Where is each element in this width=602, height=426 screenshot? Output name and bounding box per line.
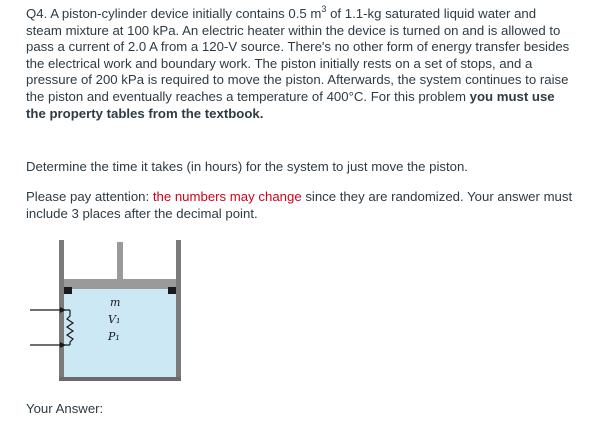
stop-right (168, 287, 176, 294)
question-text-middle: of 1.1-kg saturated liquid water and steam mixture at 100 kPa. An electric heater within the device is turned on and is allowed to pass a current of 2.0 A from a 120-V source. There's no other form of energy transfer besides the electrical work and boundary work. The piston initially rests on a set of stops, and a pressure of 200 kPa is required to move the piston. Afterwards, the system continues to raise the piston and eventually reaches a temperature of 400°C. For this problem (26, 6, 570, 104)
piston (64, 279, 176, 289)
piston-rod (117, 242, 123, 279)
label-volume: V₁ (108, 313, 121, 326)
question-paragraph (26, 3, 574, 122)
note-end: since they are randomized. Your answer must include 3 places after the decimal point. (26, 189, 573, 221)
piston-cylinder-figure (26, 232, 206, 382)
label-mass: m (110, 296, 121, 309)
answer-label: Your Answer: (26, 401, 104, 416)
stop-left (64, 287, 72, 294)
cylinder-right-wall (176, 240, 181, 380)
question-task: Determine the time it takes (in hours) for the system to just move the piston. (26, 159, 468, 174)
label-pressure: P₁ (108, 330, 120, 343)
note-red-warning: the numbers may change (152, 189, 302, 204)
question-text-start: Q4. A piston-cylinder device initially contains 0.5 m (26, 6, 322, 21)
superscript-3: 3 (321, 3, 327, 14)
note-start: Please pay attention: (26, 189, 153, 204)
question-note (26, 189, 574, 222)
cylinder-bottom (59, 377, 181, 381)
piston-cylinder-diagram (26, 232, 206, 382)
question-bold-instruction: you must use the property tables from the textbook. (26, 88, 555, 121)
